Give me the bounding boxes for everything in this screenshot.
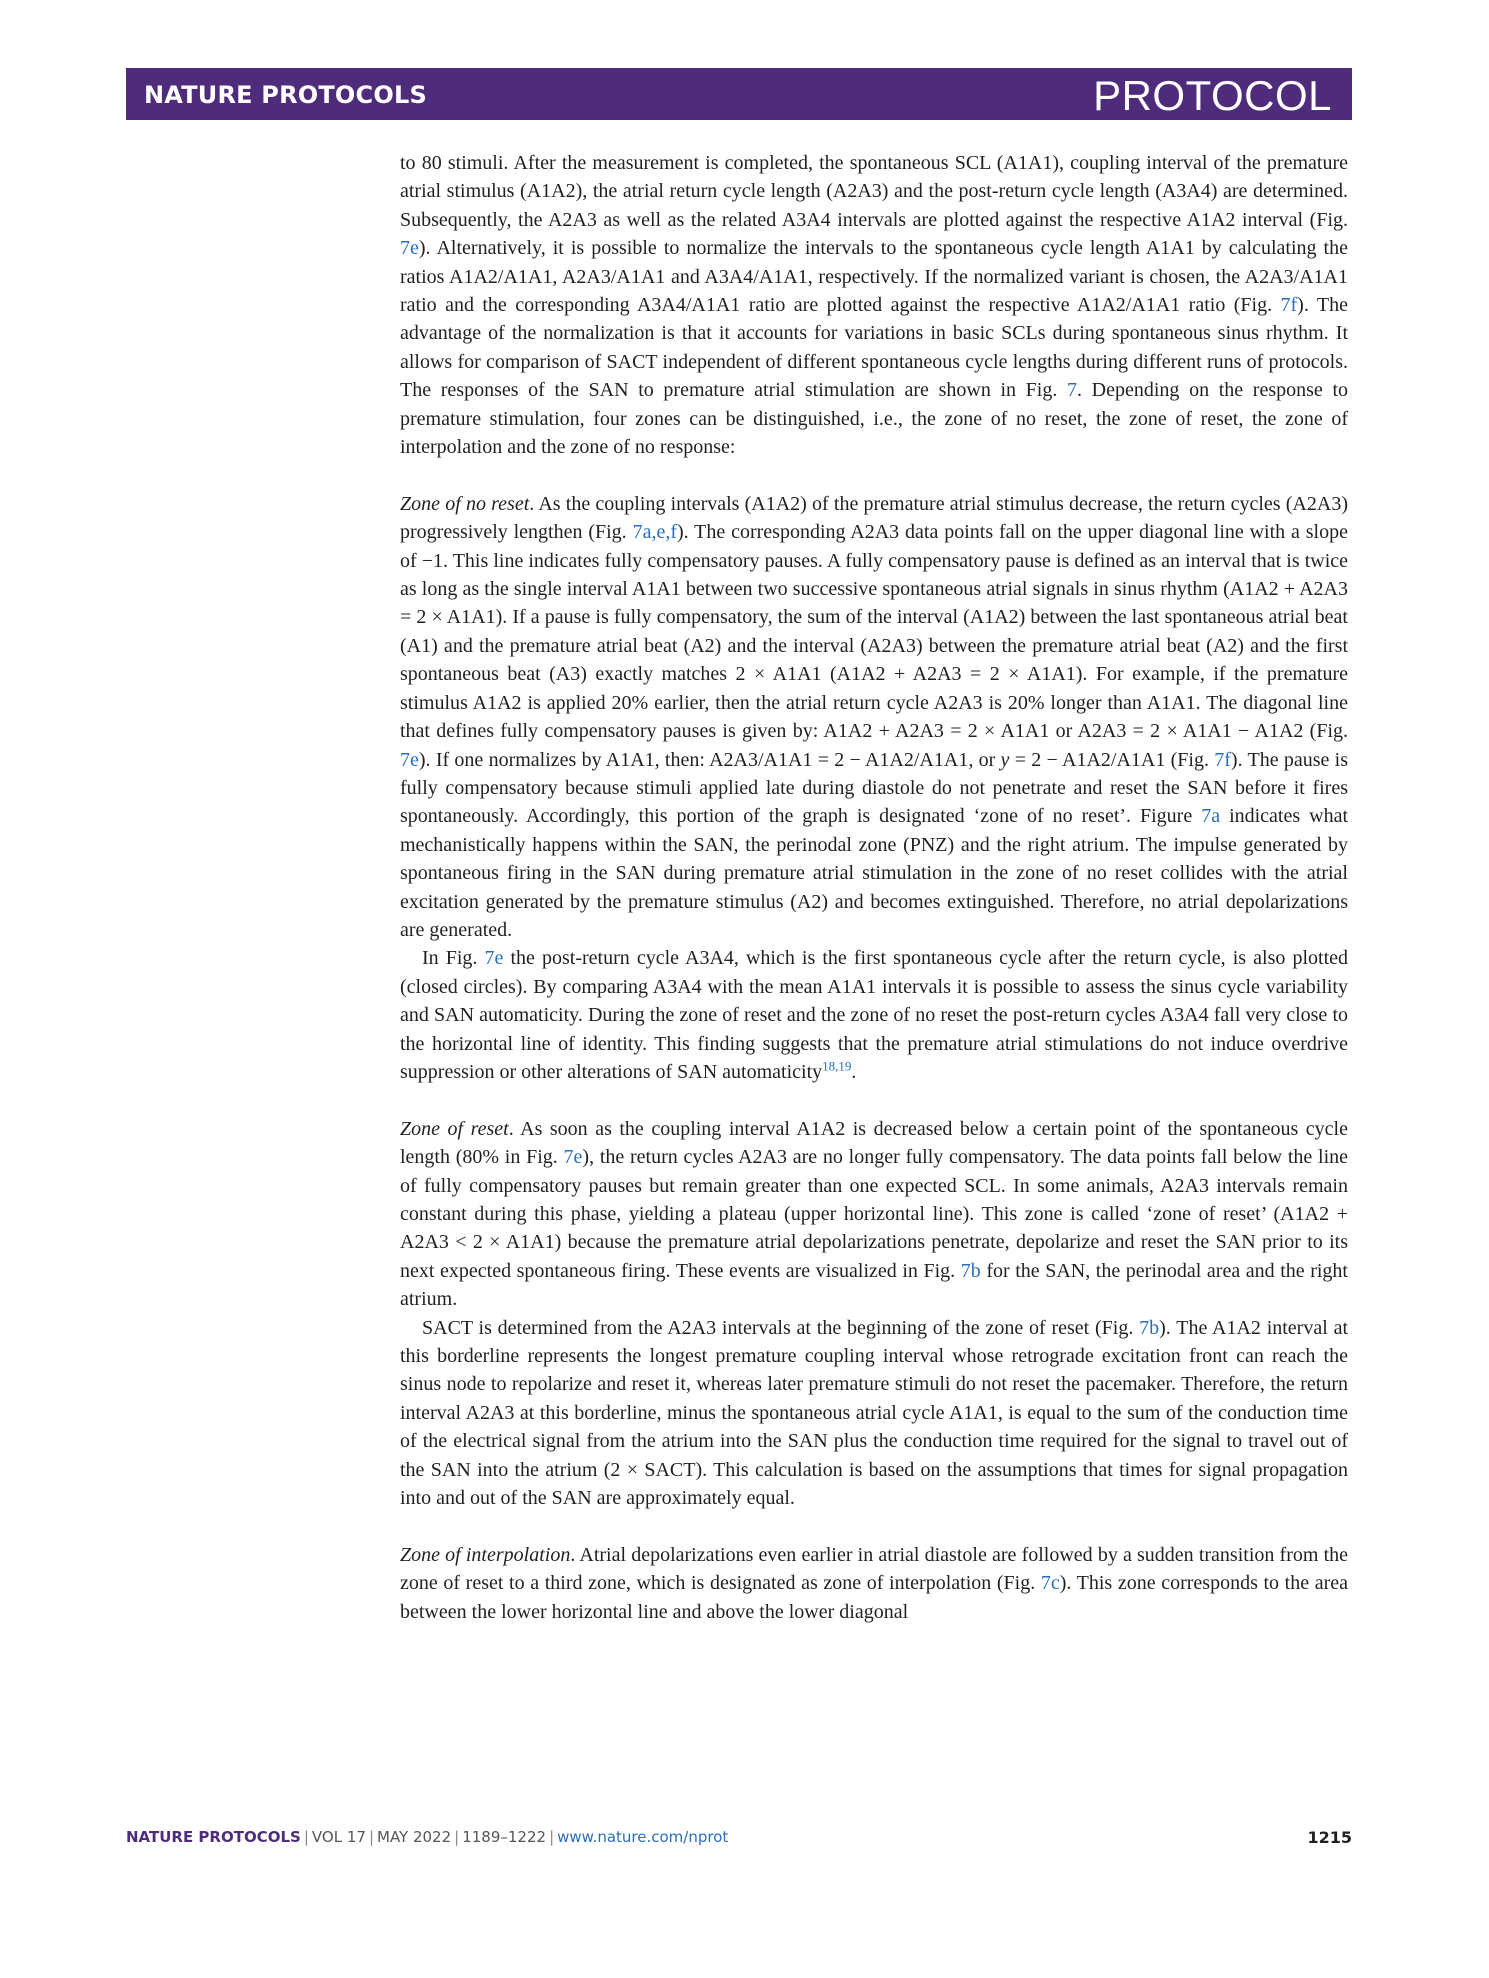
footer-pages: 1189–1222 bbox=[462, 1828, 547, 1846]
italic-text: Zone of interpolation bbox=[400, 1543, 571, 1566]
text-run: ). If one normalizes by A1A1, then: A2A3/A1A1 = 2 − A1A2/A1A1, or bbox=[418, 748, 1001, 771]
paragraph bbox=[400, 1115, 1348, 1314]
footer-url-link[interactable]: www.nature.com/nprot bbox=[557, 1828, 729, 1846]
text-run: . As the coupling intervals (A1A2) of the premature atrial stimulus decrease, the return cycles (A2A3) progressively lengthen (Fig. bbox=[400, 492, 1348, 544]
figure-reference-link[interactable]: 7c bbox=[1040, 1572, 1060, 1595]
figure-reference-link[interactable]: 7b bbox=[1139, 1316, 1160, 1339]
article-body bbox=[400, 149, 1348, 1626]
text-run: to 80 stimuli. After the measurement is completed, the spontaneous SCL (A1A1), coupling interval of the premature atrial stimulus (A1A2), the atrial return cycle length (A2A3) and the post-return cycle length (A3A4) are determined. Subsequently, the A2A3 as well as the related A3A4 intervals are plotted against the respective A1A2 interval (Fig. bbox=[400, 152, 1348, 231]
italic-text: Zone of no reset bbox=[400, 492, 530, 515]
text-run: ). The corresponding A2A3 data points fall on the upper diagonal line with a slope of −1. This line indicates fully compensatory pauses. A fully compensatory pause is defined as an interval that is twice as long as the single interval A1A1 between two successive spontaneous atrial signals in sinus rhythm (A1A2 + A2A3 = 2 × A1A1). If a pause is fully compensatory, the sum of the interval (A1A2) between the last spontaneous atrial beat (A1) and the premature atrial beat (A2) and the interval (A2A3) between the premature atrial beat (A2) and the first spontaneous beat (A3) exactly matches 2 × A1A1 (A1A2 + A2A3 = 2 × A1A1). For example, if the premature stimulus A1A2 is applied 20% earlier, then the atrial return cycle A2A3 is 20% longer than A1A1. The diagonal line that defines fully compensatory pauses is given by: A1A2 + A2A3 = 2 × A1A1 or A2A3 = 2 × A1A1 − A1A2 (Fig. bbox=[400, 521, 1348, 743]
journal-name: NATURE PROTOCOLS bbox=[144, 81, 427, 109]
text-run: indicates what mechanistically happens within the SAN, the perinodal zone (PNZ) and the right atrium. The impulse generated by spontaneous firing in the SAN during premature atrial stimulation in the zone of no reset collides with the atrial excitation generated by the premature stimulus (A2) and becomes extinguished. Therefore, no atrial depolarizations are generated. bbox=[400, 805, 1348, 941]
footer-date: MAY 2022 bbox=[377, 1828, 452, 1846]
paragraph bbox=[400, 149, 1348, 461]
text-run: ). The advantage of the normalization is that it accounts for variations in basic SCLs during spontaneous sinus rhythm. It allows for comparison of SACT independent of different spontaneous cycle lengths during different runs of protocols. The responses of the SAN to premature atrial stimulation are shown in Fig. bbox=[400, 294, 1348, 402]
figure-reference-link[interactable]: 7f bbox=[1280, 294, 1298, 317]
page-number: 1215 bbox=[1307, 1828, 1352, 1847]
text-run: . Atrial depolarizations even earlier in atrial diastole are followed by a sudden transition from the zone of reset to a third zone, which is designated as zone of interpolation (Fig. bbox=[400, 1543, 1349, 1595]
italic-text: Zone of reset bbox=[400, 1117, 509, 1140]
paragraph bbox=[400, 1541, 1348, 1626]
paragraph bbox=[400, 490, 1348, 945]
figure-reference-link[interactable]: 7e bbox=[563, 1146, 583, 1169]
paragraph bbox=[400, 1314, 1348, 1513]
figure-reference-link[interactable]: 7f bbox=[1214, 748, 1231, 771]
text-run: the post-return cycle A3A4, which is the first spontaneous cycle after the return cycle, is also plotted (closed circles). By comparing A3A4 with the mean A1A1 intervals it is possible to assess the sinus cycle variability and SAN automaticity. During the zone of reset and the zone of no reset the post-return cycles A3A4 fall very close to the horizontal line of identity. This finding suggests that the premature atrial stimulations do not induce overdrive suppression or other alterations of SAN automaticity bbox=[400, 947, 1349, 1083]
figure-reference-link[interactable]: 7e bbox=[484, 947, 504, 970]
figure-reference-link[interactable]: 7 bbox=[1067, 379, 1078, 402]
italic-text: y bbox=[1000, 748, 1010, 771]
text-run: In Fig. bbox=[422, 947, 485, 970]
figure-reference-link[interactable]: 7e bbox=[400, 237, 419, 260]
text-run: ), the return cycles A2A3 are no longer fully compensatory. The data points fall below the line of fully compensatory pauses but remain greater than one expected SCL. In some animals, A2A3 intervals remain constant during this phase, yielding a plateau (upper horizontal line). This zone is called ‘zone of reset’ (A1A2 + A2A3 < 2 × A1A1) because the premature atrial depolarizations penetrate, depolarize and reset the SAN prior to its next expected spontaneous firing. These events are visualized in Fig. bbox=[400, 1146, 1348, 1282]
text-run: . As soon as the coupling interval A1A2 is decreased below a certain point of the spontaneous cycle length (80% in Fig. bbox=[400, 1117, 1348, 1169]
footer-volume: VOL 17 bbox=[311, 1828, 366, 1846]
figure-reference-link[interactable]: 7a bbox=[1201, 805, 1221, 828]
text-run: SACT is determined from the A2A3 intervals at the beginning of the zone of reset (Fig. bbox=[422, 1316, 1140, 1339]
text-run: ). The pause is fully compensatory because stimuli applied late during diastole do not penetrate and reset the SAN before it fires spontaneously. Accordingly, this portion of the graph is designated ‘zone of no reset’. Figure bbox=[400, 748, 1349, 828]
figure-reference-link[interactable]: 7a,e,f bbox=[632, 521, 677, 544]
text-run: ). The A1A2 interval at this borderline represents the longest premature coupling interval whose retrograde excitation front can reach the sinus node to repolarize and reset it, whereas later premature stimuli do not reset the pacemaker. Therefore, the return interval A2A3 at this borderline, minus the spontaneous atrial cycle A1A1, is equal to the sum of the conduction time of the electrical signal from the atrium into the SAN plus the conduction time required for the signal to travel out of the SAN into the atrium (2 × SACT). This calculation is based on the assumptions that times for signal propagation into and out of the SAN are approximately equal. bbox=[400, 1316, 1348, 1510]
figure-reference-link[interactable]: 7e bbox=[400, 748, 419, 771]
footer-journal: NATURE PROTOCOLS bbox=[126, 1828, 301, 1846]
text-run: for the SAN, the perinodal area and the right atrium. bbox=[400, 1259, 1348, 1311]
header-banner bbox=[126, 68, 1352, 120]
paragraph bbox=[400, 944, 1348, 1086]
article-type: PROTOCOL bbox=[1093, 72, 1332, 119]
text-run: . Depending on the response to premature stimulation, four zones can be distinguished, i.e., the zone of no reset, the zone of reset, the zone of interpolation and the zone of no response: bbox=[400, 379, 1348, 459]
figure-reference-link[interactable]: 7b bbox=[960, 1259, 981, 1282]
page-footer: NATURE PROTOCOLS | VOL 17 | MAY 2022 | 1189–1222 | www.nature.com/nprot 1215 bbox=[126, 1828, 1352, 1847]
citation-link[interactable]: 18,19 bbox=[822, 1058, 852, 1074]
text-run: ). This zone corresponds to the area between the lower horizontal line and above the lower diagonal bbox=[400, 1572, 1349, 1623]
text-run: ). Alternatively, it is possible to normalize the intervals to the spontaneous cycle length A1A1 by calculating the ratios A1A2/A1A1, A2A3/A1A1 and A3A4/A1A1, respectively. If the normalized variant is chosen, the A2A3/A1A1 ratio and the corresponding A3A4/A1A1 ratio are plotted against the respective A1A2/A1A1 ratio (Fig. bbox=[400, 237, 1348, 317]
text-run: . bbox=[851, 1060, 857, 1083]
text-run: = 2 − A1A2/A1A1 (Fig. bbox=[1009, 748, 1215, 771]
